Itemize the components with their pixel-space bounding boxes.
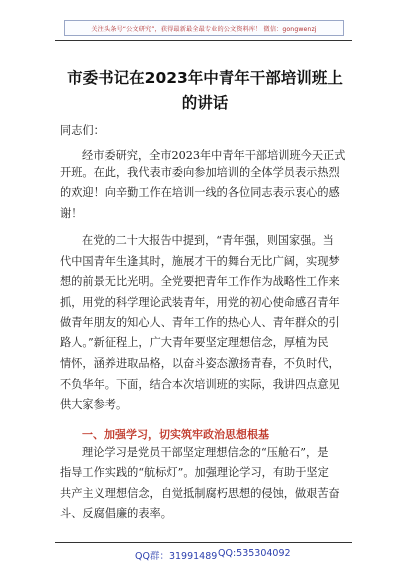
paragraph-line: 理论学习是党员干部坚定理想信念的“压舱石”，是: [82, 446, 329, 459]
paragraph-line: 做青年朋友的知心人、青年工作的热心人、青年群众的引: [60, 316, 340, 329]
paragraph-line: 斗、反腐倡廉的表率。: [60, 507, 172, 520]
paragraph-line: 共产主义理想信念，自觉抵制腐朽思想的侵蚀，做艰苦奋: [60, 487, 340, 500]
paragraph-line: 路人。”新征程上，广大青年要坚定理想信念，厚植为民: [60, 336, 329, 349]
banner-text: 关注头条号“公文研究”，获得最新最全最专业的公文资料库！ 微信：gongwenzj: [91, 25, 317, 33]
paragraph-line: 经市委研究，全市2023年中青年干部培训班今天正式: [82, 149, 346, 162]
paragraph-line: 的欢迎！向辛勤工作在培训一线的各位同志表示衷心的感: [60, 186, 340, 199]
header-rule: [55, 40, 352, 41]
paragraph-line: 在党的二十大报告中提到，“青年强，则国家强。当: [82, 234, 334, 247]
paragraph-line: 不负华年。下面，结合本次培训班的实际，我讲四点意见: [60, 378, 340, 391]
header-banner: [64, 20, 344, 36]
paragraph-line: 情怀，涵养进取品格，以奋斗姿态激扬青春，不负时代，: [60, 357, 340, 370]
footer-qq-group: QQ群：31991489: [135, 551, 218, 562]
paragraph-line: 供大家参考。: [60, 398, 128, 411]
paragraph-line: 想的前景无比光明。全党要把青年工作作为战略性工作来: [60, 275, 340, 288]
document-title-line1: 市委书记在2023年中青年干部培训班上: [67, 69, 343, 87]
paragraph-line: 开班。在此，我代表市委向参加培训的全体学员表示热烈: [60, 166, 340, 179]
section-heading: 一、加强学习，切实筑牢政治思想根基: [82, 428, 269, 441]
footer-rule: [55, 542, 352, 543]
salutation: 同志们：: [60, 124, 105, 137]
footer-qq: QQ:535304092: [218, 548, 291, 559]
paragraph-line: 指导工作实践的“航标灯”。加强理论学习，有助于坚定: [60, 466, 329, 479]
paragraph-line: 抓，用党的科学理论武装青年，用党的初心使命感召青年: [60, 296, 340, 309]
document-title-line2: 的讲话: [181, 94, 229, 112]
paragraph-line: 谢！: [60, 207, 83, 220]
paragraph-line: 代中国青年生逢其时，施展才干的舞台无比广阔，实现梦: [60, 255, 340, 268]
